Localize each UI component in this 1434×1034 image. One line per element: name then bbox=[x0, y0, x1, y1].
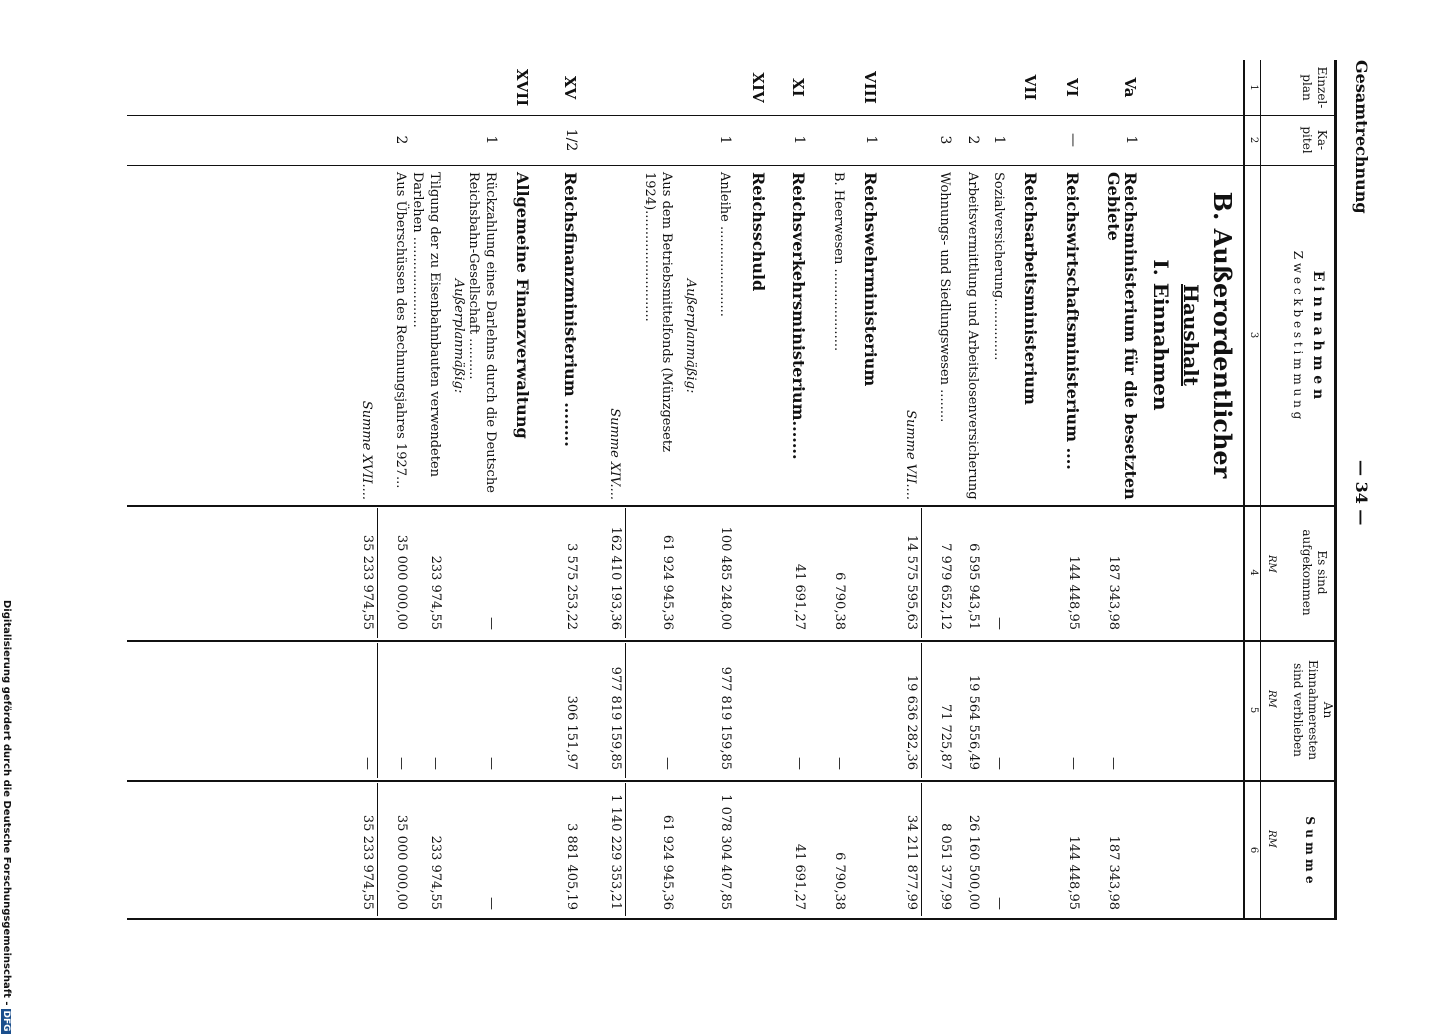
row-kapitel: 2 bbox=[393, 135, 409, 145]
row-description: Arbeitsvermittlung und Arbeitslosenversicherung bbox=[965, 172, 980, 500]
row-kapitel: — bbox=[1065, 133, 1081, 147]
digitization-note bbox=[0, 600, 14, 1032]
row-description: Allgemeine Finanzverwaltung bbox=[513, 172, 532, 439]
row-summe: 1 140 229 353,21 bbox=[608, 794, 623, 910]
col-num-4: 4 bbox=[1248, 569, 1259, 576]
row-kapitel: 1 bbox=[863, 135, 879, 145]
col-head-plan: Einzel- plan bbox=[1300, 66, 1329, 109]
row-summe: 35 233 974,55 bbox=[360, 814, 375, 910]
row-kapitel: 1 bbox=[991, 135, 1007, 145]
row-plan: VI bbox=[1063, 78, 1081, 97]
row-description: Außerplanmäßig: bbox=[451, 278, 466, 394]
col-head-summe: S u m m e bbox=[1303, 816, 1317, 884]
vline-5 bbox=[127, 780, 1337, 782]
ledger-sheet bbox=[89, 60, 1379, 920]
row-sum-label: Summe VII.... bbox=[903, 410, 918, 500]
row-aufgekommen: — bbox=[992, 617, 1007, 630]
row-plan: XV bbox=[561, 75, 579, 100]
row-description: Reichsfinanzministerium ........ bbox=[561, 172, 580, 447]
row-summe: 34 211 877,99 bbox=[904, 814, 919, 910]
row-reste: — bbox=[360, 757, 375, 770]
row-aufgekommen: 6 595 943,51 bbox=[966, 543, 981, 630]
running-head: Gesamtrechnung bbox=[1352, 60, 1371, 214]
colnum-rule bbox=[1243, 60, 1245, 920]
row-description: Tilgung der zu Eisenbahnbauten verwendeten Darlehen ...................... bbox=[410, 172, 442, 478]
col-head-zweck: Z w e c k b e s t i m m u n g bbox=[1291, 250, 1305, 420]
row-kapitel: 1 bbox=[791, 135, 807, 145]
row-aufgekommen: 6 790,38 bbox=[832, 572, 847, 630]
sum-rule bbox=[625, 783, 626, 916]
row-description: Reichsverkehrsministerium....... bbox=[789, 172, 808, 460]
section-title: B. Außerordentlicher bbox=[1208, 191, 1237, 479]
row-reste: — bbox=[660, 757, 675, 770]
row-reste: 977 819 159,85 bbox=[718, 666, 733, 770]
row-reste: — bbox=[792, 757, 807, 770]
row-description: Reichsarbeitsministerium bbox=[1021, 172, 1040, 405]
section-subtitle: Haushalt bbox=[1179, 284, 1203, 386]
row-aufgekommen: — bbox=[484, 617, 499, 630]
row-reste: 977 819 159,85 bbox=[608, 666, 623, 770]
dfg-badge: DFG bbox=[1, 1010, 11, 1032]
sum-rule bbox=[377, 508, 378, 638]
row-plan: XIV bbox=[749, 72, 767, 103]
row-aufgekommen: 7 979 652,12 bbox=[938, 543, 953, 630]
side-note-text: Digitalisierung gefördert durch die Deutsche Forschungsgemeinschaft - bbox=[1, 600, 12, 1006]
row-summe: 233 974,55 bbox=[428, 835, 443, 910]
header-rule bbox=[1260, 60, 1261, 920]
page-number: — 34 — bbox=[1352, 460, 1371, 526]
row-kapitel: 1 bbox=[1123, 135, 1139, 145]
row-description: Aus dem Betriebsmittelfonds (Münzgesetz 1924)........................... bbox=[642, 172, 674, 452]
row-reste: — bbox=[1066, 757, 1081, 770]
row-description: Außerplanmäßig: bbox=[683, 278, 698, 394]
row-aufgekommen: 41 691,27 bbox=[792, 563, 807, 630]
row-summe: 1 078 304 407,85 bbox=[718, 794, 733, 910]
row-aufgekommen: 233 974,55 bbox=[428, 555, 443, 630]
row-summe: 3 881 405,19 bbox=[564, 823, 579, 910]
row-aufgekommen: 35 000 000,00 bbox=[394, 534, 409, 630]
row-reste: — bbox=[484, 757, 499, 770]
row-summe: 144 448,95 bbox=[1066, 835, 1081, 910]
unit-c5: RM bbox=[1266, 690, 1277, 708]
sum-rule bbox=[377, 783, 378, 916]
col-head-reste: An Einnahmeresten sind verblieben bbox=[1291, 659, 1335, 761]
col-head-kapitel: Ka- pitel bbox=[1300, 126, 1329, 154]
col-num-3: 3 bbox=[1248, 331, 1259, 339]
sum-rule bbox=[625, 508, 626, 638]
row-summe: — bbox=[484, 897, 499, 910]
row-summe: 187 343,98 bbox=[1106, 835, 1121, 910]
col-num-5: 5 bbox=[1248, 706, 1259, 714]
col-head-einnahmen: E i n n a h m e n bbox=[1310, 270, 1326, 400]
row-aufgekommen: 61 924 945,36 bbox=[660, 534, 675, 630]
row-description: Sozialversicherung............... bbox=[991, 172, 1006, 361]
col-num-2: 2 bbox=[1248, 136, 1259, 144]
row-kapitel: 3 bbox=[937, 135, 953, 145]
sum-rule bbox=[377, 643, 378, 778]
row-summe: 26 160 500,00 bbox=[966, 814, 981, 910]
row-plan: Va bbox=[1121, 77, 1139, 98]
vline-6 bbox=[127, 918, 1337, 920]
row-summe: 6 790,38 bbox=[832, 852, 847, 910]
row-kapitel: 2 bbox=[965, 135, 981, 145]
part-title: I. Einnahmen bbox=[1149, 259, 1173, 411]
row-description: Wohnungs- und Siedlungswesen ........ bbox=[937, 172, 952, 423]
row-description: Reichswehrministerium bbox=[861, 172, 880, 387]
row-plan: VIII bbox=[861, 71, 879, 104]
row-reste: 71 725,87 bbox=[938, 703, 953, 770]
row-summe: — bbox=[992, 897, 1007, 910]
sum-rule bbox=[921, 783, 922, 916]
row-reste: 306 151,97 bbox=[564, 695, 579, 770]
row-aufgekommen: 3 575 253,22 bbox=[564, 543, 579, 630]
vline-3 bbox=[127, 505, 1337, 507]
row-description: Aus Überschüssen des Rechnungsjahres 1927... bbox=[393, 172, 408, 489]
row-description: Reichsschuld bbox=[749, 172, 768, 292]
row-reste: — bbox=[992, 757, 1007, 770]
vline-4 bbox=[127, 640, 1337, 642]
row-summe: 8 051 377,99 bbox=[938, 823, 953, 910]
col-num-1: 1 bbox=[1248, 84, 1259, 91]
row-description: Reichsministerium für die besetzten Gebiete bbox=[1104, 172, 1140, 500]
row-reste: — bbox=[1106, 757, 1121, 770]
row-sum-label: Summe XIV.... bbox=[607, 408, 622, 500]
row-kapitel: 1 bbox=[717, 135, 733, 145]
row-plan: VII bbox=[1021, 74, 1039, 101]
sum-rule bbox=[921, 508, 922, 638]
row-plan: XVII bbox=[513, 68, 531, 107]
page-header bbox=[1339, 60, 1379, 920]
row-reste: — bbox=[428, 757, 443, 770]
row-summe: 61 924 945,36 bbox=[660, 814, 675, 910]
row-aufgekommen: 14 575 595,63 bbox=[904, 534, 919, 630]
row-aufgekommen: 187 343,98 bbox=[1106, 555, 1121, 630]
unit-c4: RM bbox=[1266, 555, 1277, 573]
row-aufgekommen: 35 233 974,55 bbox=[360, 534, 375, 630]
row-description: B. Heerwesen .................... bbox=[831, 172, 846, 352]
row-aufgekommen: 100 485 248,00 bbox=[718, 526, 733, 630]
row-kapitel: 1 bbox=[483, 135, 499, 145]
row-aufgekommen: 162 410 193,36 bbox=[608, 526, 623, 630]
row-plan: XI bbox=[789, 78, 807, 97]
row-aufgekommen: 144 448,95 bbox=[1066, 555, 1081, 630]
row-kapitel: 1/2 bbox=[563, 128, 579, 152]
top-rule bbox=[1334, 60, 1337, 920]
row-reste: — bbox=[832, 757, 847, 770]
col-num-6: 6 bbox=[1248, 846, 1259, 854]
row-description: Reichswirtschaftsministerium .... bbox=[1063, 172, 1082, 470]
unit-c6: RM bbox=[1266, 830, 1277, 848]
sum-rule bbox=[921, 643, 922, 778]
row-summe: 41 691,27 bbox=[792, 843, 807, 910]
sum-rule bbox=[625, 643, 626, 778]
row-summe: 35 000 000,00 bbox=[394, 814, 409, 910]
row-description: Rückzahlung eines Darlehns durch die Deutsche Reichsbahn-Gesellschaft .......... bbox=[466, 172, 498, 493]
row-reste: — bbox=[394, 757, 409, 770]
row-reste: 19 564 556,49 bbox=[966, 674, 981, 770]
col-head-aufgekommen: Es sind aufgekommen bbox=[1300, 529, 1329, 616]
row-sum-label: Summe XVII.... bbox=[359, 400, 374, 500]
row-reste: 19 636 282,36 bbox=[904, 674, 919, 770]
row-description: Anleihe ...................... bbox=[717, 172, 732, 317]
